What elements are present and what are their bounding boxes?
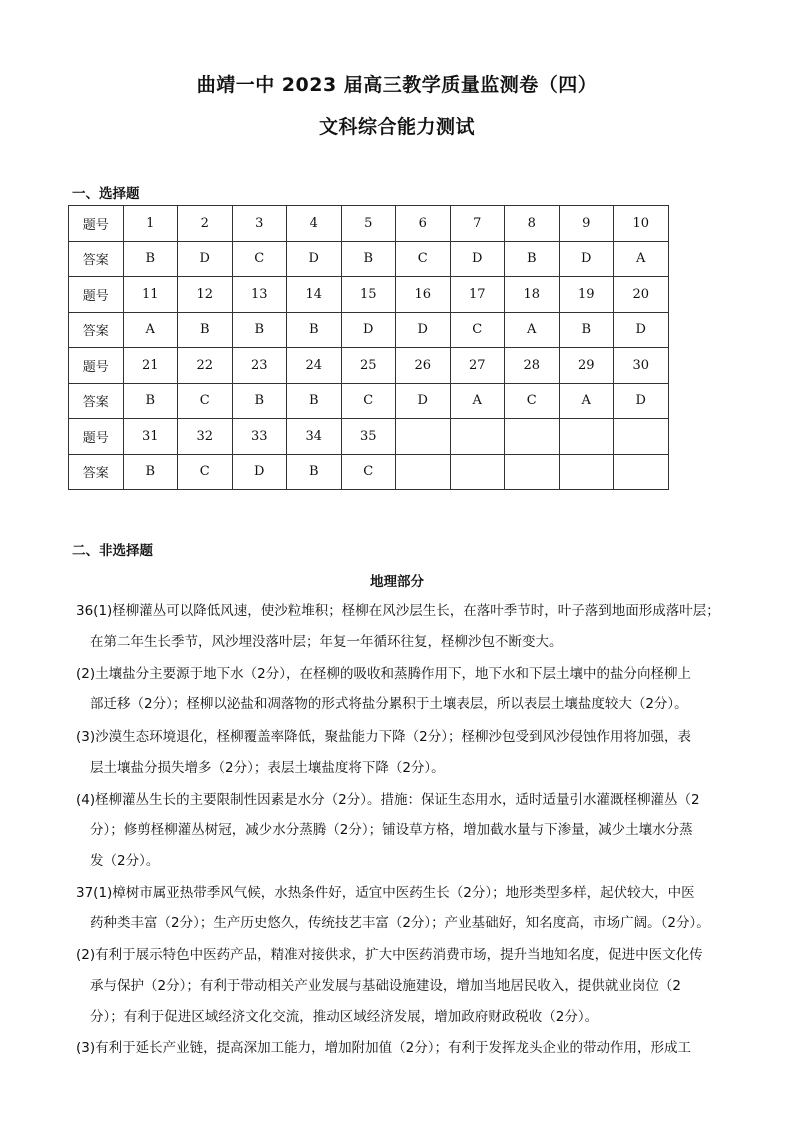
answer-cell: C xyxy=(178,383,233,419)
answer-line: 层土壤盐分损失增多（2分）；表层土壤盐度将下降（2分）。 xyxy=(90,760,445,776)
question-number-cell xyxy=(614,419,669,455)
question-number-cell: 8 xyxy=(505,206,560,242)
page-title: 曲靖一中 2023 届高三教学质量监测卷（四） xyxy=(196,74,598,96)
question-number-row xyxy=(69,419,669,455)
answer-cell: C xyxy=(341,454,396,490)
question-number-cell: 10 xyxy=(614,206,669,242)
question-number-cell: 28 xyxy=(505,348,560,384)
question-number-cell: 26 xyxy=(396,348,451,384)
answer-line: (2)有利于展示特色中医药产品，精准对接供求，扩大中医药消费市场，提升当地知名度，促进中医文化传 xyxy=(76,947,703,963)
answer-cell: A xyxy=(505,312,560,348)
answer-cell: B xyxy=(505,241,560,277)
answer-cell: C xyxy=(341,383,396,419)
question-number-cell: 19 xyxy=(559,277,614,313)
answer-cell: B xyxy=(341,241,396,277)
question-number-row xyxy=(69,348,669,384)
question-number-cell: 18 xyxy=(505,277,560,313)
answer-cell: D xyxy=(559,241,614,277)
question-number-cell: 3 xyxy=(232,206,287,242)
question-number-cell: 29 xyxy=(559,348,614,384)
answer-line: (2)土壤盐分主要源于地下水（2分），在柽柳的吸收和蒸腾作用下，地下水和下层土壤中的盐分向柽柳上 xyxy=(76,666,691,682)
answer-row xyxy=(69,454,669,490)
answer-cell: A xyxy=(123,312,178,348)
answer-cell: C xyxy=(396,241,451,277)
answer-cell: A xyxy=(450,383,505,419)
answer-cell: D xyxy=(396,383,451,419)
answer-line: 36(1)柽柳灌丛可以降低风速，使沙粒堆积；柽柳在风沙层生长，在落叶季节时，叶子落到地面形成落叶层； xyxy=(76,603,720,619)
page-subtitle: 文科综合能力测试 xyxy=(318,116,475,138)
question-number-cell: 25 xyxy=(341,348,396,384)
answer-cell: B xyxy=(287,312,342,348)
question-number-cell: 23 xyxy=(232,348,287,384)
answer-cell: A xyxy=(559,383,614,419)
question-number-cell: 4 xyxy=(287,206,342,242)
question-label-cell: 题号 xyxy=(69,277,124,313)
answer-cell: D xyxy=(178,241,233,277)
question-number-cell: 14 xyxy=(287,277,342,313)
answer-cell: C xyxy=(450,312,505,348)
answer-cell: B xyxy=(287,454,342,490)
answer-cell xyxy=(614,454,669,490)
question-number-cell: 20 xyxy=(614,277,669,313)
answer-line: 部迁移（2分）；柽柳以泌盐和凋落物的形式将盐分累积于土壤表层，所以表层土壤盐度较大（2分）。 xyxy=(90,696,688,712)
question-number-cell: 11 xyxy=(123,277,178,313)
answer-cell xyxy=(396,454,451,490)
answer-line: 在第二年生长季节，风沙埋没落叶层；年复一年循环往复，柽柳沙包不断变大。 xyxy=(90,634,563,650)
answer-cell: B xyxy=(123,383,178,419)
question-number-cell: 7 xyxy=(450,206,505,242)
question-number-row xyxy=(69,277,669,313)
answer-cell: B xyxy=(232,312,287,348)
answer-cell: B xyxy=(559,312,614,348)
answer-cell: D xyxy=(614,312,669,348)
question-number-cell: 34 xyxy=(287,419,342,455)
answer-cell: D xyxy=(396,312,451,348)
answer-cell xyxy=(450,454,505,490)
answer-cell: C xyxy=(505,383,560,419)
question-number-cell: 32 xyxy=(178,419,233,455)
answer-cell: B xyxy=(123,454,178,490)
answer-row xyxy=(69,312,669,348)
answer-cell xyxy=(559,454,614,490)
question-number-cell: 2 xyxy=(178,206,233,242)
question-number-cell: 30 xyxy=(614,348,669,384)
answer-label-cell: 答案 xyxy=(69,383,124,419)
question-number-cell: 35 xyxy=(341,419,396,455)
answer-cell: D xyxy=(287,241,342,277)
question-number-cell: 15 xyxy=(341,277,396,313)
question-number-cell: 9 xyxy=(559,206,614,242)
answer-line: 分）；修剪柽柳灌丛树冠，减少水分蒸腾（2分）；铺设草方格，增加截水量与下渗量，减少土壤水分蒸 xyxy=(90,822,693,838)
answer-cell xyxy=(505,454,560,490)
answer-line: 承与保护（2分）；有利于带动相关产业发展与基础设施建设，增加当地居民收入，提供就业岗位（2 xyxy=(90,978,681,994)
question-number-cell: 5 xyxy=(341,206,396,242)
question-number-cell: 27 xyxy=(450,348,505,384)
answer-cell: D xyxy=(232,454,287,490)
answer-cell: C xyxy=(232,241,287,277)
question-number-cell xyxy=(396,419,451,455)
answer-row xyxy=(69,383,669,419)
answer-label-cell: 答案 xyxy=(69,454,124,490)
answer-row xyxy=(69,241,669,277)
answer-cell: B xyxy=(178,312,233,348)
question-number-cell: 6 xyxy=(396,206,451,242)
question-number-cell: 16 xyxy=(396,277,451,313)
question-number-cell xyxy=(559,419,614,455)
question-label-cell: 题号 xyxy=(69,419,124,455)
answer-line: (4)柽柳灌丛生长的主要限制性因素是水分（2分）。措施：保证生态用水，适时适量引水灌溉柽柳灌丛（2 xyxy=(76,792,700,808)
question-number-cell: 33 xyxy=(232,419,287,455)
answer-table xyxy=(68,205,669,490)
answer-cell: A xyxy=(614,241,669,277)
question-number-cell xyxy=(505,419,560,455)
section-heading-choice: 一、选择题 xyxy=(72,186,140,202)
answer-cell: B xyxy=(123,241,178,277)
question-label-cell: 题号 xyxy=(69,348,124,384)
question-number-cell: 22 xyxy=(178,348,233,384)
answer-cell: D xyxy=(341,312,396,348)
section-heading-nonchoice: 二、非选择题 xyxy=(72,543,153,559)
question-number-cell: 24 xyxy=(287,348,342,384)
geography-subheading: 地理部分 xyxy=(370,574,424,590)
answer-cell: C xyxy=(178,454,233,490)
question-number-cell: 12 xyxy=(178,277,233,313)
question-number-cell: 21 xyxy=(123,348,178,384)
answer-cell: D xyxy=(614,383,669,419)
question-number-cell: 13 xyxy=(232,277,287,313)
answer-cell: B xyxy=(287,383,342,419)
answer-line: 37(1)樟树市属亚热带季风气候，水热条件好，适宜中医药生长（2分）；地形类型多样，起伏较大，中医 xyxy=(76,885,695,901)
answer-line: (3)沙漠生态环境退化，柽柳覆盖率降低，聚盐能力下降（2分）；柽柳沙包受到风沙侵蚀作用将加强，表 xyxy=(76,729,691,745)
question-number-cell: 17 xyxy=(450,277,505,313)
answer-line: 药种类丰富（2分）；生产历史悠久，传统技艺丰富（2分）；产业基础好，知名度高，市场广阔。（2分）。 xyxy=(90,915,710,931)
question-number-cell: 31 xyxy=(123,419,178,455)
answer-line: 分）；有利于促进区域经济文化交流，推动区域经济发展，增加政府财政税收（2分）。 xyxy=(90,1009,599,1025)
answer-label-cell: 答案 xyxy=(69,241,124,277)
question-number-cell xyxy=(450,419,505,455)
answer-line: (3)有利于延长产业链，提高深加工能力，增加附加值（2分）；有利于发挥龙头企业的带动作用，形成工 xyxy=(76,1040,691,1056)
question-label-cell: 题号 xyxy=(69,206,124,242)
answer-label-cell: 答案 xyxy=(69,312,124,348)
answer-cell: B xyxy=(232,383,287,419)
question-number-row xyxy=(69,206,669,242)
answer-cell: D xyxy=(450,241,505,277)
answer-line: 发（2分）。 xyxy=(90,853,160,869)
question-number-cell: 1 xyxy=(123,206,178,242)
